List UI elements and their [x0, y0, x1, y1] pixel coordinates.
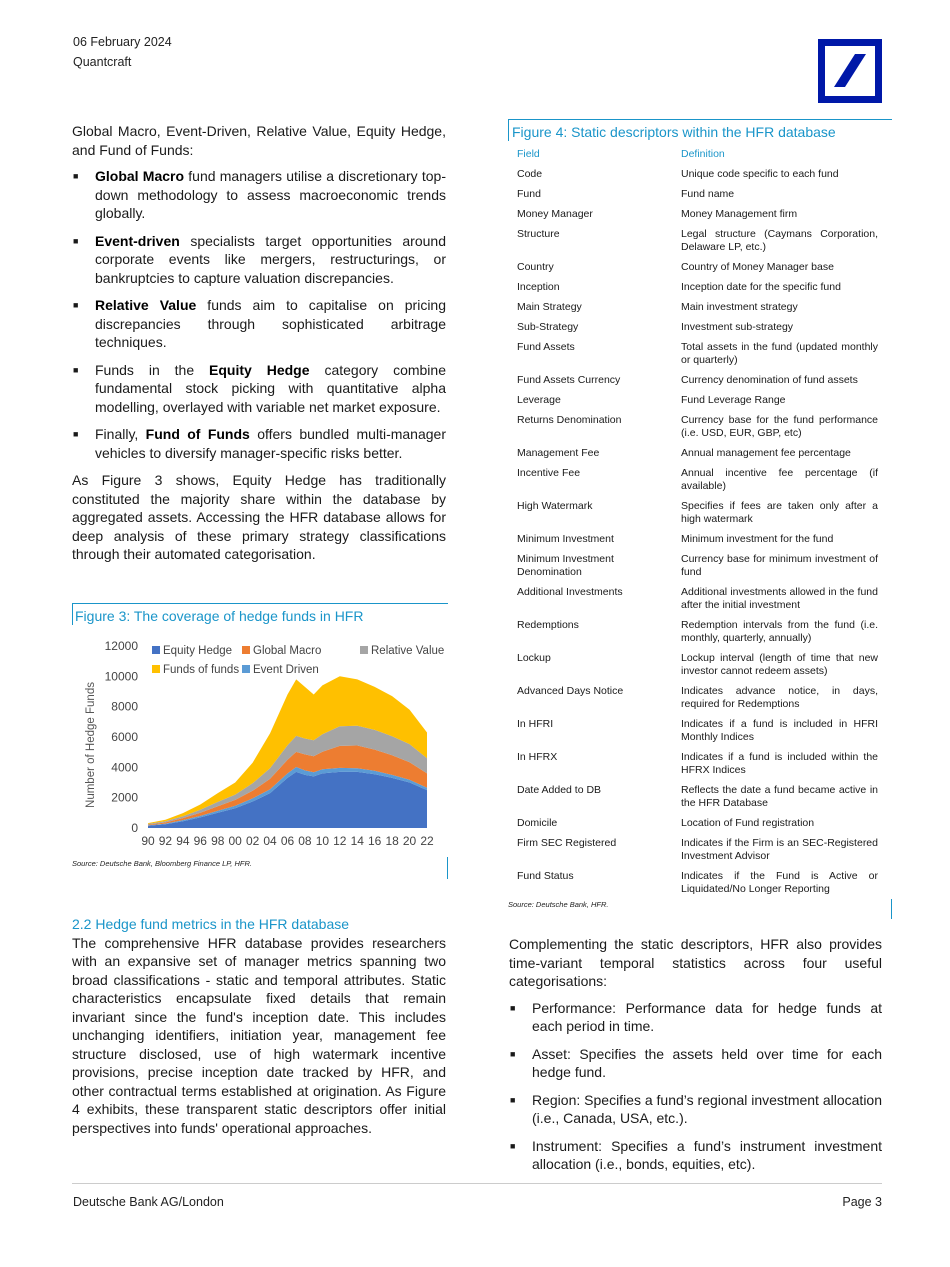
legend-label: Event Driven — [253, 664, 319, 676]
field-cell: Code — [517, 168, 543, 180]
footer-publisher: Deutsche Bank AG/London — [73, 1195, 224, 1209]
definition-cell: Reflects the date a fund became active in the HFR Database — [681, 784, 878, 809]
figure-4 — [508, 119, 892, 919]
y-tick-label: 0 — [131, 821, 138, 835]
definition-cell: Unique code specific to each fund — [681, 168, 839, 180]
definition-cell: Minimum investment for the fund — [681, 533, 834, 545]
definition-cell: Annual incentive fee percentage (if available) — [681, 467, 878, 492]
x-tick-label: 98 — [211, 834, 225, 848]
field-cell: Money Manager — [517, 208, 593, 220]
y-tick-label: 12000 — [104, 639, 138, 653]
definition-cell: Total assets in the fund (updated monthly or quarterly) — [681, 341, 878, 366]
definition-cell: Indicates if the Fund is Active or Liquidated/No Longer Reporting — [681, 870, 878, 895]
x-tick-label: 14 — [350, 834, 364, 848]
left-column — [72, 122, 446, 564]
definition-cell: Currency denomination of fund assets — [681, 374, 858, 386]
definition-cell: Inception date for the specific fund — [681, 281, 841, 293]
table-row — [517, 500, 878, 533]
x-tick-label: 92 — [158, 834, 173, 848]
table-row — [517, 394, 878, 414]
definition-cell: Lockup interval (length of time that new investor cannot redeem assets) — [681, 652, 878, 677]
table-row — [517, 208, 878, 228]
field-cell: Minimum Investment — [517, 533, 614, 545]
field-cell: Fund — [517, 188, 541, 200]
table-row — [517, 751, 878, 784]
intro-paragraph: Global Macro, Event-Driven, Relative Value, Equity Hedge, and Fund of Funds: — [72, 123, 446, 158]
field-cell: In HFRI — [517, 718, 554, 730]
field-cell: Incentive Fee — [517, 467, 581, 479]
x-tick-label: 20 — [402, 834, 417, 848]
legend-swatch — [360, 646, 368, 654]
table-row — [517, 619, 878, 652]
figure-3-source: Source: Deutsche Bank, Bloomberg Finance LP, HFR. — [72, 859, 252, 868]
y-tick-label: 2000 — [111, 790, 138, 805]
field-cell: Fund Status — [517, 870, 574, 882]
y-tick-label: 6000 — [111, 730, 138, 744]
field-cell: Firm SEC Registered — [517, 837, 617, 849]
table-row — [517, 281, 878, 301]
table-row — [517, 718, 878, 751]
table-row — [517, 341, 878, 374]
definition-cell: Redemption intervals from the fund (i.e. monthly, quarterly, annually) — [681, 619, 878, 644]
x-tick-label: 90 — [141, 834, 155, 848]
section-2-2 — [72, 915, 446, 1137]
list-item: ■ Asset: Specifies the assets held over time for each hedge fund. — [510, 1045, 882, 1080]
definition-cell: Indicates if a fund is included in HFRI Monthly Indices — [681, 718, 878, 743]
table-row — [517, 533, 878, 553]
legend-label: Funds of funds — [163, 664, 240, 676]
section-title: 2.2 Hedge fund metrics in the HFR database — [72, 916, 350, 932]
figure3-paragraph: As Figure 3 shows, Equity Hedge has traditionally constituted the majority share within the database by aggregated assets. Accessing the HFR database allows for deep analysis of these primary strategy classifications through their automated categorisation. — [72, 472, 446, 562]
x-tick-label: 06 — [280, 834, 295, 848]
definition-cell: Additional investments allowed in the fund after the initial investment — [681, 586, 878, 611]
definition-cell: Indicates if the Firm is an SEC-Registered Investment Advisor — [681, 837, 878, 862]
x-tick-label: 10 — [315, 834, 330, 848]
x-tick-label: 00 — [228, 834, 242, 848]
x-tick-label: 18 — [385, 834, 399, 848]
table-row — [517, 870, 878, 903]
field-cell: Sub-Strategy — [517, 321, 579, 333]
table-row — [517, 553, 878, 586]
x-tick-label: 12 — [333, 834, 347, 848]
field-cell: Minimum Investment Denomination — [517, 553, 614, 578]
strategy-list — [72, 167, 446, 462]
definition-cell: Currency base for the fund performance (i.e. USD, EUR, GBP, etc) — [681, 414, 878, 439]
field-cell: Management Fee — [517, 447, 600, 459]
legend-swatch — [242, 646, 250, 654]
hedge-fund-coverage-chart — [72, 633, 448, 855]
temporal-list — [509, 999, 882, 1174]
definition-cell: Main investment strategy — [681, 301, 798, 313]
page-number: Page 3 — [842, 1195, 882, 1209]
figure-4-source: Source: Deutsche Bank, HFR. — [508, 900, 609, 909]
column-header-definition: Definition — [681, 148, 725, 160]
definition-cell: Fund name — [681, 188, 735, 200]
figure-4-title: Figure 4: Static descriptors within the HFR database — [512, 124, 836, 140]
list-item: ■ Event-driven specialists target opportunities around corporate events like mergers, restructurings, or bankruptcies to capture valuation discrepancies. — [73, 232, 446, 286]
table-row — [517, 414, 878, 447]
header-date: 06 February 2024 — [73, 35, 172, 49]
header-series: Quantcraft — [73, 55, 132, 69]
table-row — [517, 652, 878, 685]
figure-3 — [72, 603, 448, 879]
definition-cell: Legal structure (Caymans Corporation, Delaware LP, etc.) — [681, 228, 878, 253]
list-item: ■ Performance: Performance data for hedge funds at each period in time. — [510, 999, 882, 1034]
x-tick-label: 02 — [245, 834, 260, 848]
definition-cell: Indicates if a fund is included within the HFRX Indices — [681, 751, 878, 776]
x-tick-label: 94 — [176, 834, 190, 848]
list-item: ■ Finally, Fund of Funds offers bundled multi-manager vehicles to diversify manager-specific risks better. — [73, 426, 446, 461]
definition-cell: Country of Money Manager base — [681, 261, 834, 273]
field-cell: Date Added to DB — [517, 784, 602, 796]
table-row — [517, 447, 878, 467]
field-cell: Lockup — [517, 652, 551, 664]
figure-3-title: Figure 3: The coverage of hedge funds in HFR — [75, 608, 364, 624]
table-row — [517, 168, 878, 188]
right-column — [509, 935, 882, 1183]
table-row — [517, 228, 878, 261]
table-row — [517, 374, 878, 394]
table-row — [517, 261, 878, 281]
table-row — [517, 467, 878, 500]
definition-cell: Money Management firm — [681, 208, 798, 220]
list-item: ■ Instrument: Specifies a fund’s instrument investment allocation (i.e., bonds, equities, etc). — [510, 1137, 882, 1172]
field-cell: Structure — [517, 228, 560, 240]
definition-cell: Investment sub-strategy — [681, 321, 794, 333]
list-item: ■ Global Macro fund managers utilise a discretionary top-down methodology to assess macroeconomic trends globally. — [73, 168, 446, 221]
legend-swatch — [152, 665, 160, 673]
y-tick-label: 4000 — [111, 760, 138, 775]
x-tick-label: 96 — [193, 834, 207, 848]
field-cell: In HFRX — [517, 751, 558, 763]
y-axis-label: Number of Hedge Funds — [85, 682, 97, 808]
field-cell: Fund Assets — [517, 341, 575, 353]
static-descriptors-table — [517, 148, 878, 903]
definition-cell: Location of Fund registration — [681, 817, 815, 829]
y-tick-label: 8000 — [111, 699, 138, 714]
table-row — [517, 817, 878, 837]
field-cell: Domicile — [517, 817, 558, 829]
column-header-field: Field — [517, 148, 540, 160]
table-row — [517, 586, 878, 619]
definition-cell: Fund Leverage Range — [681, 394, 786, 406]
table-row — [517, 837, 878, 870]
x-tick-label: 04 — [263, 834, 277, 848]
list-item: ■ Funds in the Equity Hedge category combine fundamental stock picking with quantitative alpha modelling, overlayed with variable net market exposure. — [73, 361, 446, 415]
table-row — [517, 188, 878, 208]
definition-cell: Currency base for minimum investment of fund — [681, 553, 878, 578]
field-cell: Returns Denomination — [517, 414, 622, 426]
table-row — [517, 301, 878, 321]
definition-cell: Annual management fee percentage — [681, 447, 851, 459]
x-tick-label: 22 — [420, 834, 434, 848]
field-cell: High Watermark — [517, 500, 593, 512]
list-item: ■ Region: Specifies a fund’s regional investment allocation (i.e., Canada, USA, etc.). — [510, 1091, 882, 1126]
y-tick-label: 10000 — [104, 669, 138, 684]
temporal-intro: Complementing the static descriptors, HFR also provides time-variant temporal statistics across four useful categorisations: — [509, 936, 882, 989]
field-cell: Leverage — [517, 394, 561, 406]
section-body: The comprehensive HFR database provides researchers with an expansive set of manager metrics spanning two broad classifications - static and temporal attributes. Static characteristics encapsulate fixed details that remain invariant since the fund's inception date. This includes unchanging identifiers, initiation year, management fee structure disclosed, use of high watermark incentive provisions, precise inception date tracked by HFR, and other contractual terms established at origination. As Figure 4 exhibits, these transparent static descriptors offer initial perspectives into funds' operational approaches. — [72, 934, 446, 1136]
table-row — [517, 321, 878, 341]
legend-swatch — [242, 665, 250, 673]
field-cell: Advanced Days Notice — [517, 685, 624, 697]
deutsche-bank-logo — [818, 39, 882, 103]
legend-label: Global Macro — [253, 645, 322, 657]
x-tick-label: 08 — [298, 834, 312, 848]
field-cell: Redemptions — [517, 619, 579, 631]
legend-swatch — [152, 646, 160, 654]
footer-divider — [72, 1183, 882, 1184]
field-cell: Fund Assets Currency — [517, 374, 621, 386]
legend-label: Equity Hedge — [163, 645, 233, 657]
page-header — [73, 32, 172, 72]
field-cell: Country — [517, 261, 554, 273]
legend-label: Relative Value — [371, 645, 445, 657]
table-row — [517, 685, 878, 718]
field-cell: Main Strategy — [517, 301, 582, 313]
definition-cell: Indicates advance notice, in days, required for Redemptions — [681, 685, 878, 710]
field-cell: Inception — [517, 281, 560, 293]
x-tick-label: 16 — [368, 834, 382, 848]
definition-cell: Specifies if fees are taken only after a high watermark — [681, 500, 878, 525]
list-item: ■ Relative Value funds aim to capitalise on pricing discrepancies through sophisticated arbitrage techniques. — [73, 297, 447, 350]
field-cell: Additional Investments — [517, 586, 623, 598]
table-row — [517, 784, 878, 817]
